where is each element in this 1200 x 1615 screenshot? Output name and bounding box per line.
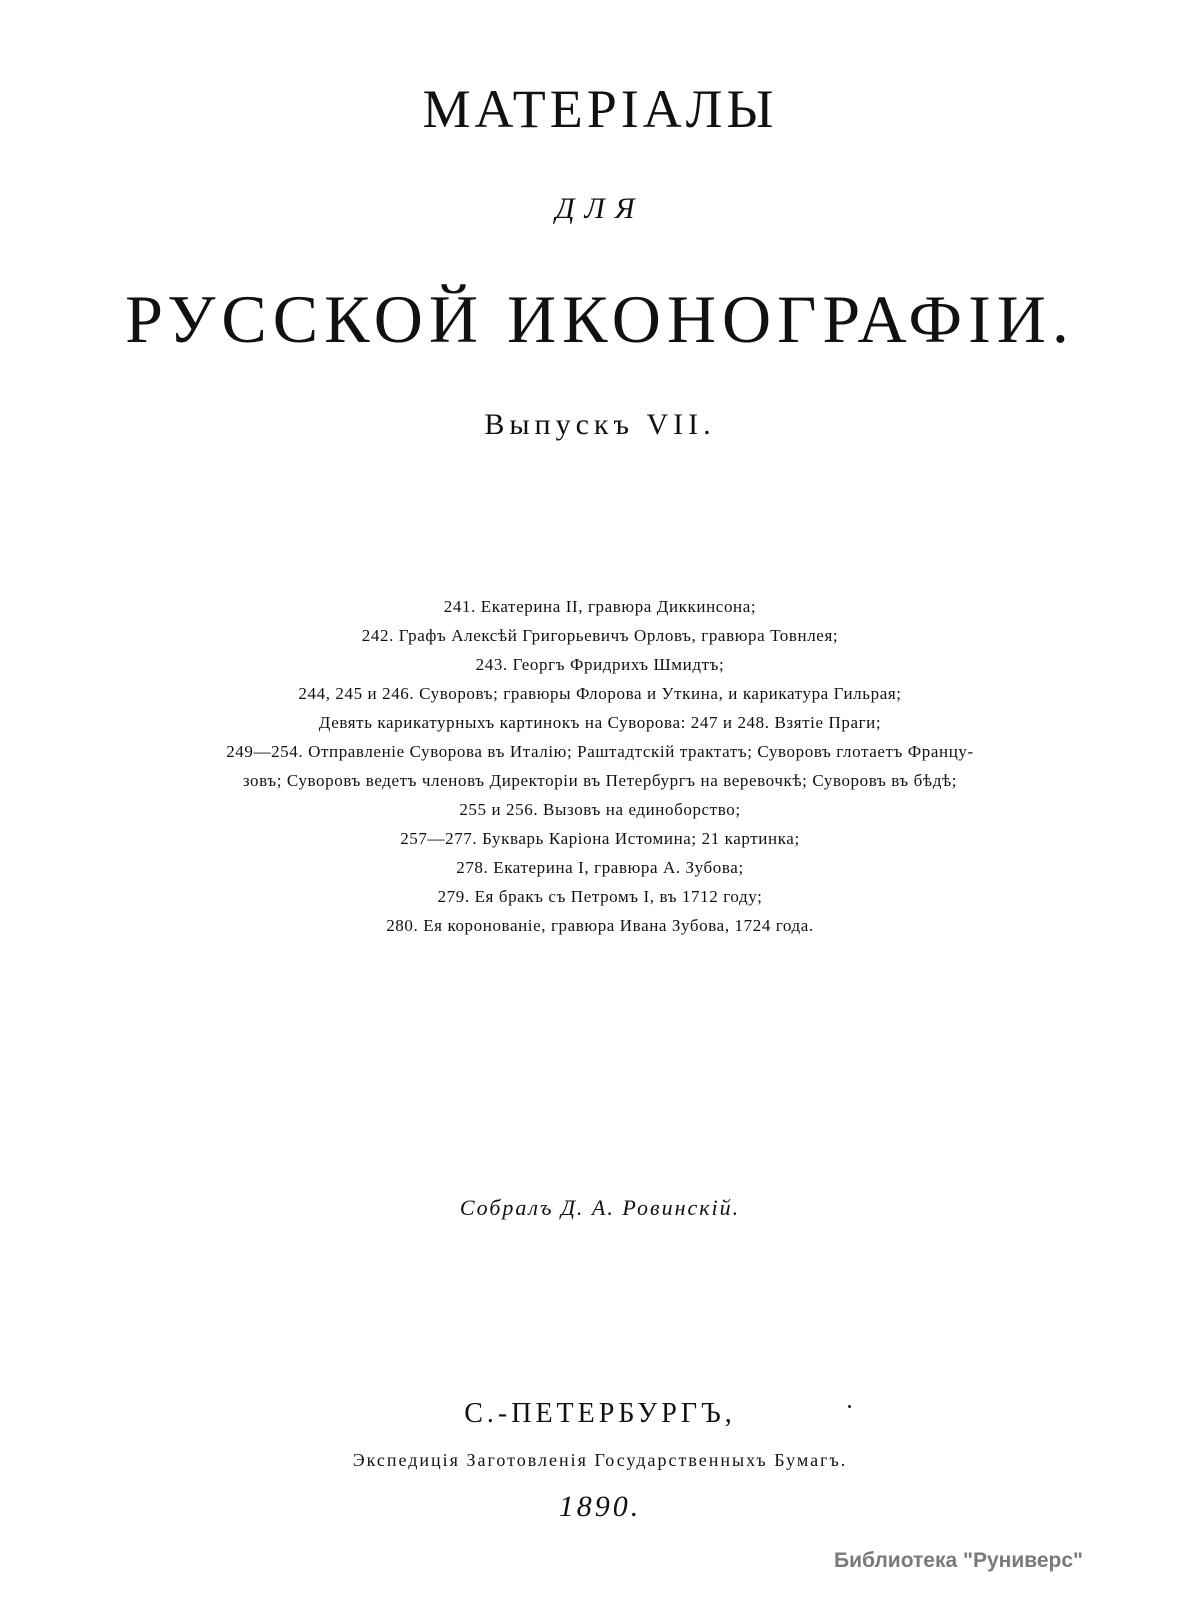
contents-list bbox=[0, 592, 1200, 940]
contents-item: 242. Графъ Алексѣй Григорьевичъ Орловъ, гравюра Товнлея; bbox=[361, 626, 839, 645]
collector-line: Собралъ Д. А. Ровинскій. bbox=[459, 1195, 741, 1220]
library-watermark: Библиотека "Руниверс" bbox=[834, 1549, 1084, 1572]
contents-item: зовъ; Суворовъ ведетъ членовъ Директоріи въ Петербургъ на веревочкѣ; Суворовъ въ бѣдѣ; bbox=[242, 771, 958, 790]
title-line-russian-iconography: РУССКОЙ ИКОНОГРАФІИ. bbox=[125, 281, 1075, 357]
title-line-materials: МАТЕРІАЛЫ bbox=[422, 79, 778, 139]
imprint-year: 1890. bbox=[558, 1490, 642, 1523]
imprint-city: С.-ПЕТЕРБУРГЪ, bbox=[464, 1398, 736, 1429]
contents-item: 244, 245 и 246. Суворовъ; гравюры Флорова и Уткина, и карикатура Гильрая; bbox=[298, 684, 902, 703]
contents-item: 243. Георгъ Фридрихъ Шмидтъ; bbox=[475, 655, 725, 674]
contents-item: 280. Ея коронованіе, гравюра Ивана Зубова, 1724 года. bbox=[386, 916, 814, 935]
contents-item: Девять карикатурныхъ картинокъ на Суворова: 247 и 248. Взятіе Праги; bbox=[318, 713, 882, 732]
contents-item: 241. Екатерина II, гравюра Диккинсона; bbox=[443, 597, 757, 616]
issue-number: Выпускъ VII. bbox=[484, 408, 716, 441]
stray-dot bbox=[848, 1405, 851, 1408]
imprint-publisher: Экспедиція Заготовленія Государственныхъ Бумагъ. bbox=[352, 1450, 848, 1470]
contents-item: 279. Ея бракъ съ Петромъ I, въ 1712 году; bbox=[437, 887, 763, 906]
title-line-for: ДЛЯ bbox=[555, 192, 645, 225]
contents-item: 257—277. Букварь Каріона Истомина; 21 картинка; bbox=[400, 829, 800, 848]
contents-item: 278. Екатерина I, гравюра А. Зубова; bbox=[456, 858, 744, 877]
contents-item: 249—254. Отправленіе Суворова въ Италію; Раштадтскій трактатъ; Суворовъ глотаетъ Францу- bbox=[226, 742, 974, 761]
contents-item: 255 и 256. Вызовъ на единоборство; bbox=[459, 800, 741, 819]
